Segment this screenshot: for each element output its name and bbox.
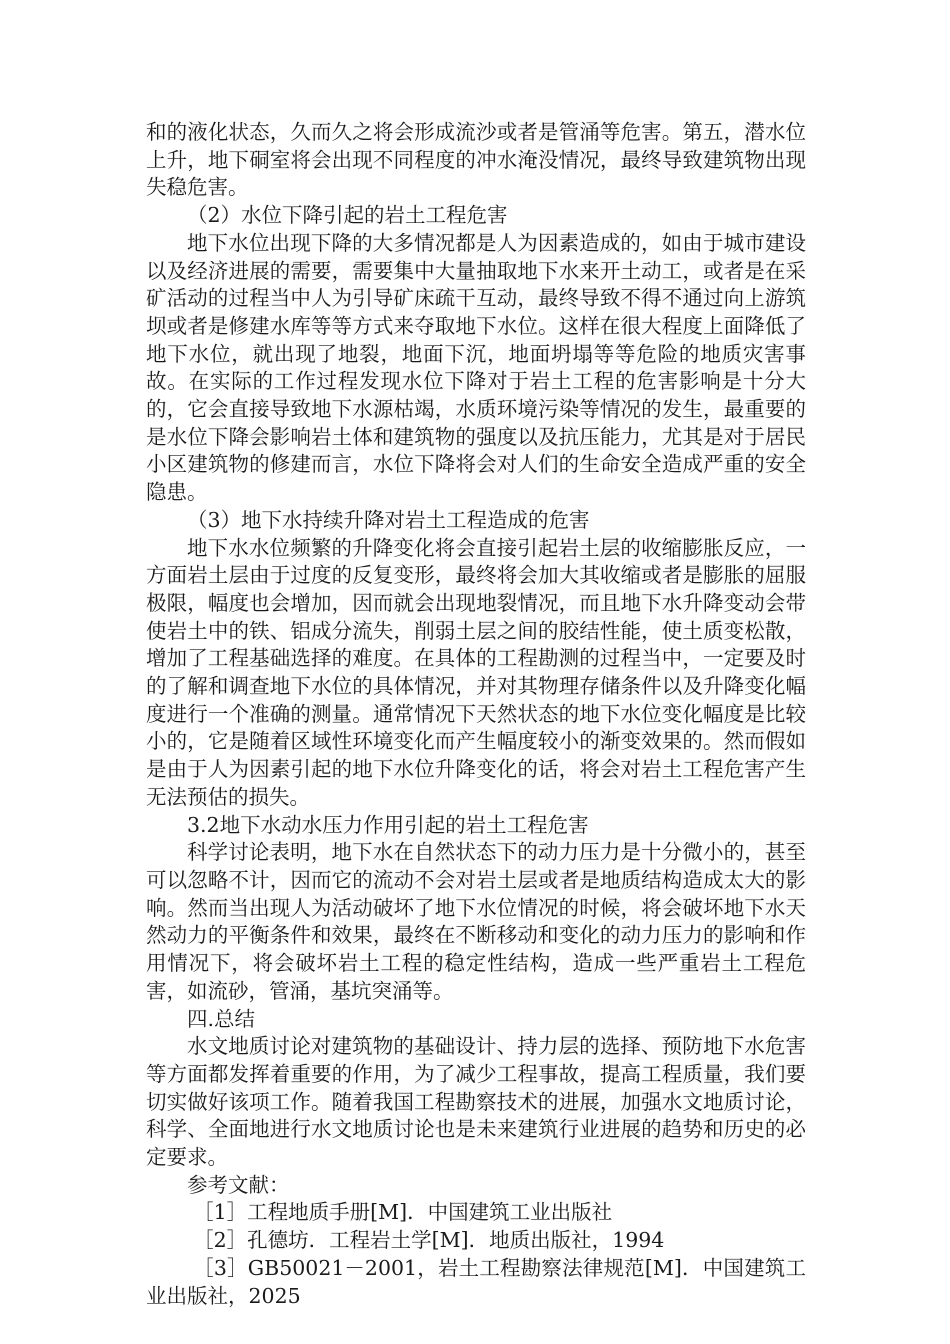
reference-item: ［3］GB50021－2001，岩土工程勘察法律规范[M]．中国建筑工业出版社，2025	[146, 1255, 806, 1308]
reference-item: ［1］工程地质手册[M]．中国建筑工业出版社	[193, 1200, 613, 1225]
paragraph-summary: 水文地质讨论对建筑物的基础设计、持力层的选择、预防地下水危害等方面都发挥着重要的作用，为了减少工程事故，提高工程质量，我们要切实做好该项工作。随着我国工程勘察技术的进展，加强水文地质讨论，科学、全面地进行水文地质讨论也是未来建筑行业进展的趋势和历史的必定要求。	[146, 1034, 806, 1170]
section-heading-summary: 四.总结	[187, 1006, 256, 1031]
section-heading-water-fluctuation: （3）地下水持续升降对岩土工程造成的危害	[187, 507, 590, 532]
paragraph-hydrodynamic-pressure: 科学讨论表明，地下水在自然状态下的动力压力是十分微小的，甚至可以忽略不计，因而它的流动不会对岩土层或者是地质结构造成太大的影响。然而当出现人为活动破坏了地下水位情况的时候，将会破坏地下水天然动力的平衡条件和效果，最终在不断移动和变化的动力压力的影响和作用情况下，将会破坏岩土工程的稳定性结构，造成一些严重岩土工程危害，如流砂，管涌，基坑突涌等。	[146, 840, 806, 1003]
paragraph-water-fluctuation: 地下水水位频繁的升降变化将会直接引起岩土层的收缩膨胀反应，一方面岩土层由于过度的反复变形，最终将会加大其收缩或者是膨胀的屈服极限，幅度也会增加，因而就会出现地裂情况，而且地下水升降变动会带使岩土中的铁、铝成分流失，削弱土层之间的胶结性能，使土质变松散，增加了工程基础选择的难度。在具体的工程勘测的过程当中，一定要及时的了解和调查地下水位的具体情况，并对其物理存储条件以及升降变化幅度进行一个准确的测量。通常情况下天然状态的地下水位变化幅度是比较小的，它是随着区域性环境变化而产生幅度较小的渐变效果的。然而假如是由于人为因素引起的地下水位升降变化的话，将会对岩土工程危害产生无法预估的损失。	[146, 535, 806, 809]
paragraph-water-level-drop: 地下水位出现下降的大多情况都是人为因素造成的，如由于城市建设以及经济进展的需要，需要集中大量抽取地下水来开土动工，或者是在采矿活动的过程当中人为引导矿床疏干互动，最终导致不得不通过向上游筑坝或者是修建水库等等方式来夺取地下水位。这样在很大程度上面降低了地下水位，就出现了地裂，地面下沉，地面坍塌等等危险的地质灾害事故。在实际的工作过程发现水位下降对于岩土工程的危害影响是十分大的，它会直接导致地下水源枯竭，水质环境污染等情况的发生，最重要的是水位下降会影响岩土体和建筑物的强度以及抗压能力，尤其是对于居民小区建筑物的修建而言，水位下降将会对人们的生命安全造成严重的安全隐患。	[146, 230, 806, 505]
reference-item: ［2］孔德坊．工程岩土学[M]．地质出版社，1994	[193, 1228, 665, 1253]
section-heading-water-level-drop: （2）水位下降引起的岩土工程危害	[187, 203, 508, 228]
paragraph-continuation: 和的液化状态，久而久之将会形成流沙或者是管涌等危害。第五，潜水位上升，地下硐室将会出现不同程度的冲水淹没情况，最终导致建筑物出现失稳危害。	[146, 120, 806, 200]
references-heading: 参考文献：	[187, 1172, 290, 1197]
section-heading-hydrodynamic-pressure: 3.2地下水动水压力作用引起的岩土工程危害	[187, 812, 589, 837]
document-page	[146, 119, 806, 1310]
